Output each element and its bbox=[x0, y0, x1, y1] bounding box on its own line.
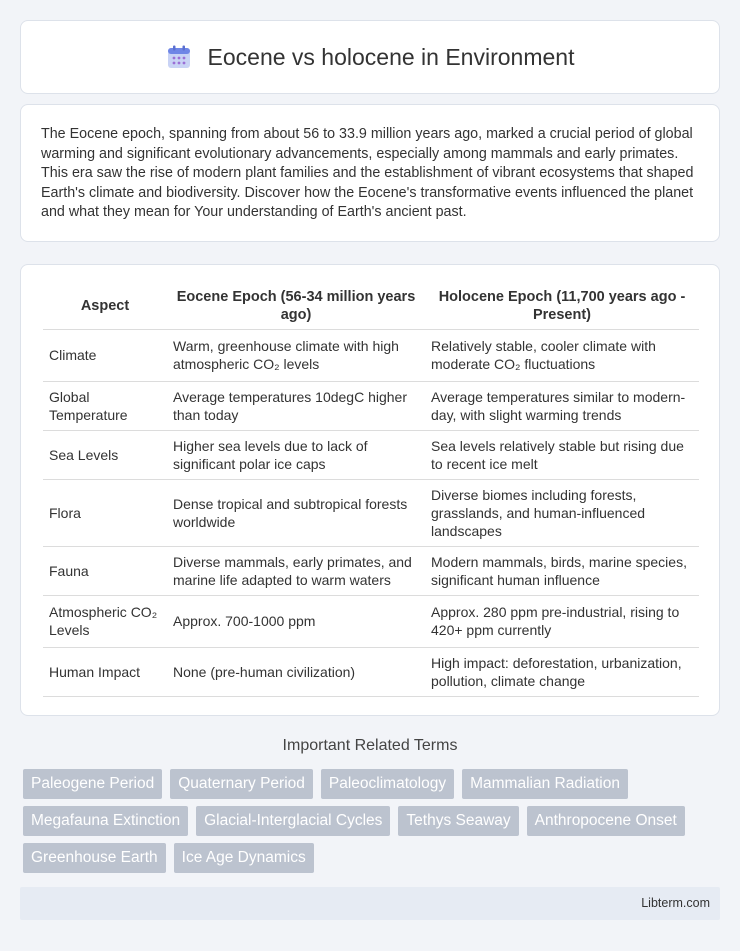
related-term-tag[interactable]: Mammalian Radiation bbox=[462, 769, 628, 799]
related-terms-title: Important Related Terms bbox=[282, 737, 458, 754]
related-terms-list bbox=[23, 769, 723, 873]
comparison-table-card bbox=[20, 264, 720, 716]
row-aspect: Fauna bbox=[43, 546, 167, 595]
related-term-tag[interactable]: Tethys Seaway bbox=[398, 806, 518, 836]
footer-site-link[interactable]: Libterm.com bbox=[641, 896, 710, 910]
row-eocene: Diverse mammals, early primates, and marine life adapted to warm waters bbox=[167, 546, 425, 595]
table-row bbox=[43, 546, 699, 595]
related-term-tag[interactable]: Megafauna Extinction bbox=[23, 806, 188, 836]
row-eocene: Approx. 700-1000 ppm bbox=[167, 595, 425, 647]
row-eocene: Dense tropical and subtropical forests worldwide bbox=[167, 479, 425, 546]
table-row bbox=[43, 430, 699, 479]
page-title: Eocene vs holocene in Environment bbox=[207, 43, 575, 70]
related-term-tag[interactable]: Paleogene Period bbox=[23, 769, 162, 799]
row-aspect: Climate bbox=[43, 329, 167, 381]
table-row bbox=[43, 479, 699, 546]
row-holocene: Average temperatures similar to modern-day, with slight warming trends bbox=[425, 381, 699, 430]
table-row bbox=[43, 381, 699, 430]
row-holocene: Sea levels relatively stable but rising due to recent ice melt bbox=[425, 430, 699, 479]
row-aspect: Sea Levels bbox=[43, 430, 167, 479]
related-term-tag[interactable]: Anthropocene Onset bbox=[527, 806, 685, 836]
row-holocene: Modern mammals, birds, marine species, significant human influence bbox=[425, 546, 699, 595]
header-aspect: Aspect bbox=[43, 283, 167, 329]
table-header-row bbox=[43, 283, 699, 329]
calendar-icon bbox=[166, 44, 192, 70]
comparison-table bbox=[43, 283, 699, 697]
header-card bbox=[20, 20, 720, 94]
table-row bbox=[43, 647, 699, 696]
row-eocene: Higher sea levels due to lack of significant polar ice caps bbox=[167, 430, 425, 479]
header-holocene: Holocene Epoch (11,700 years ago - Present) bbox=[425, 283, 699, 329]
row-eocene: Average temperatures 10degC higher than today bbox=[167, 381, 425, 430]
row-aspect: Atmospheric CO₂ Levels bbox=[43, 595, 167, 647]
row-holocene: Approx. 280 ppm pre-industrial, rising to 420+ ppm currently bbox=[425, 595, 699, 647]
table-row bbox=[43, 329, 699, 381]
header-eocene: Eocene Epoch (56-34 million years ago) bbox=[167, 283, 425, 329]
row-holocene: Relatively stable, cooler climate with moderate CO₂ fluctuations bbox=[425, 329, 699, 381]
intro-card bbox=[20, 104, 720, 242]
table-row bbox=[43, 595, 699, 647]
row-holocene: High impact: deforestation, urbanization, pollution, climate change bbox=[425, 647, 699, 696]
intro-text: The Eocene epoch, spanning from about 56 to 33.9 million years ago, marked a crucial period of global warming and significant evolutionary advancements, especially among mammals and early primates. This era saw the rise of modern plant families and the establishment of vibrant ecosystems that shaped Earth's climate and biodiversity. Discover how the Eocene's transformative events influenced the planet and what they mean for Your understanding of Earth's ancient past. bbox=[41, 126, 694, 221]
row-aspect: Global Temperature bbox=[43, 381, 167, 430]
row-eocene: Warm, greenhouse climate with high atmospheric CO₂ levels bbox=[167, 329, 425, 381]
row-eocene: None (pre-human civilization) bbox=[167, 647, 425, 696]
row-aspect: Flora bbox=[43, 479, 167, 546]
related-term-tag[interactable]: Glacial-Interglacial Cycles bbox=[196, 806, 390, 836]
row-holocene: Diverse biomes including forests, grasslands, and human-influenced landscapes bbox=[425, 479, 699, 546]
related-term-tag[interactable]: Ice Age Dynamics bbox=[174, 843, 314, 873]
related-term-tag[interactable]: Greenhouse Earth bbox=[23, 843, 166, 873]
related-term-tag[interactable]: Quaternary Period bbox=[170, 769, 313, 799]
row-aspect: Human Impact bbox=[43, 647, 167, 696]
footer bbox=[20, 887, 720, 920]
related-term-tag[interactable]: Paleoclimatology bbox=[321, 769, 454, 799]
